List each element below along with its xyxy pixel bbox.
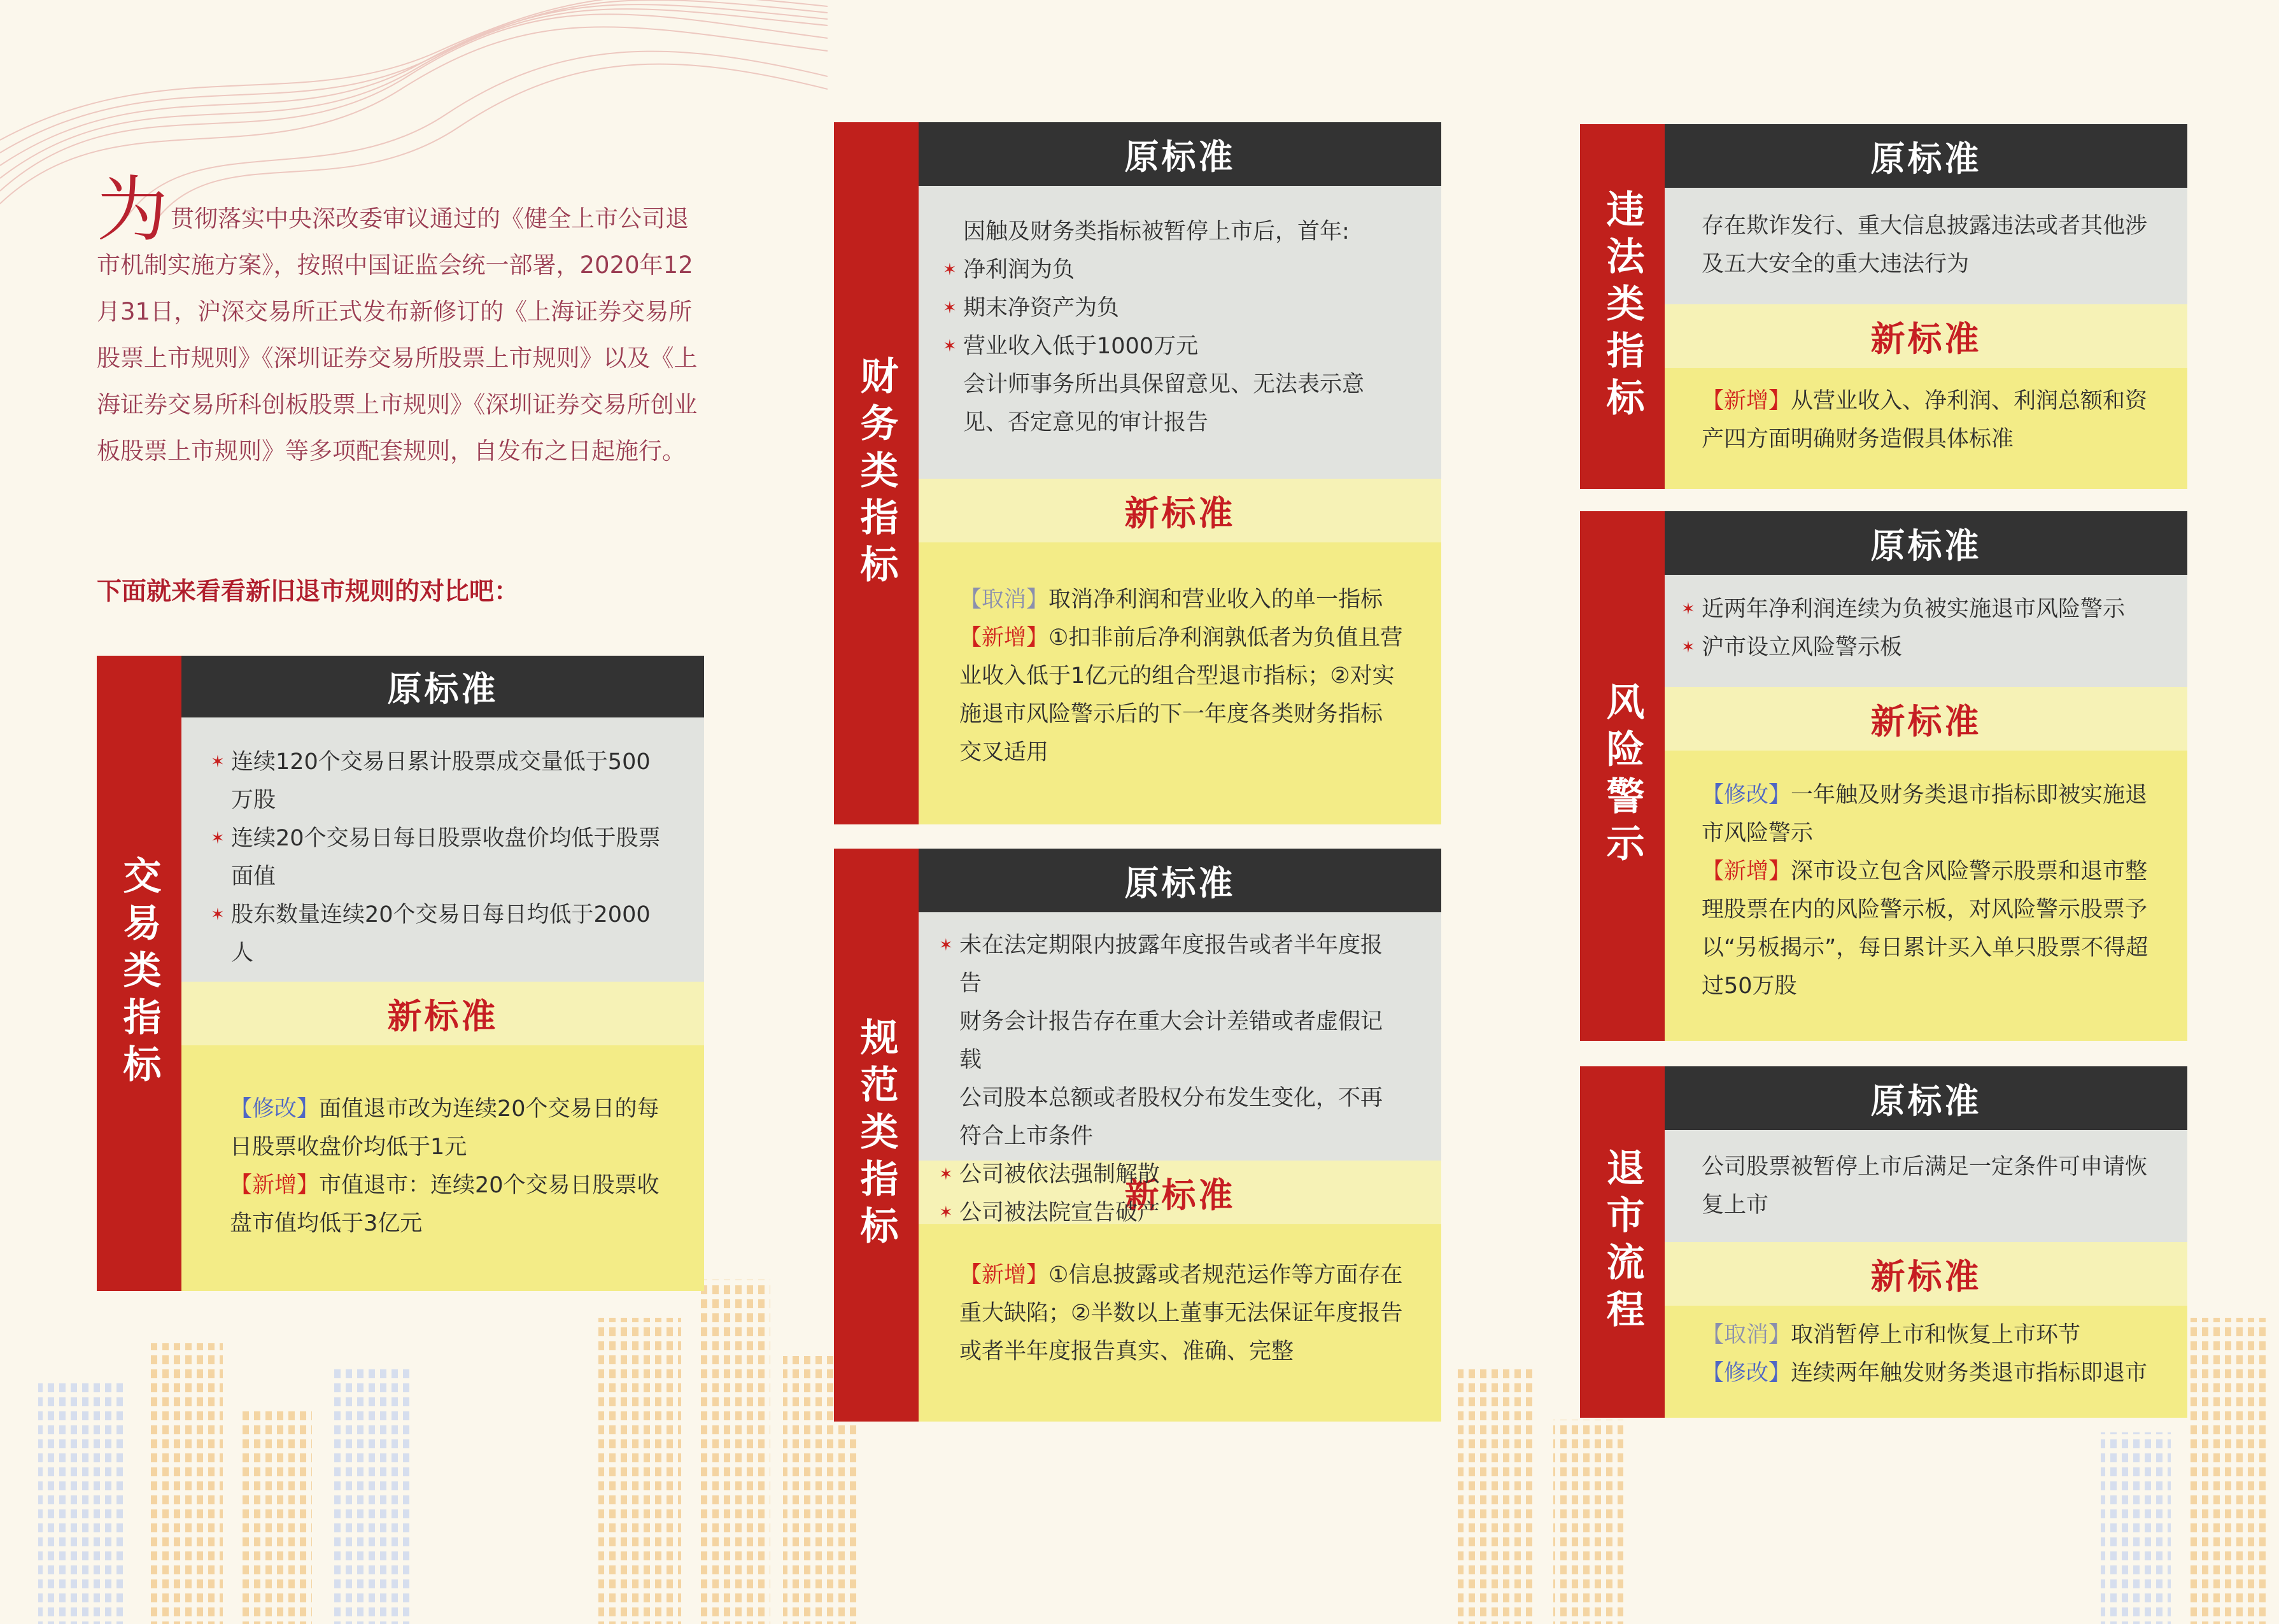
list-item: 【取消】取消暂停上市和恢复上市环节 — [1702, 1322, 2081, 1348]
card-illegal-title: 违法类指标 — [1600, 188, 1645, 425]
card-financial-old-block — [919, 186, 1441, 479]
list-item: 公司股本总额或者股权分布发生变化，不再符合上市条件 — [959, 1085, 1383, 1149]
card-trading-old-header: 原标准 — [181, 656, 704, 717]
card-process-side — [1580, 1066, 1665, 1418]
star-bullet-icon: ✶ — [939, 1203, 953, 1222]
list-item: 【新增】从营业收入、净利润、利润总额和资产四方面明确财务造假具体标准 — [1702, 388, 2148, 452]
card-risk-title: 风险警示 — [1600, 682, 1645, 870]
list-item: 【修改】面值退市改为连续20个交易日的每日股票收盘价均低于1元 — [230, 1096, 660, 1160]
list-item: ✶ 公司被依法强制解散 — [939, 1155, 1403, 1194]
list-item: ✶ 近两年净利润连续为负被实施退市风险警示 — [1681, 590, 2149, 628]
card-process-old-header: 原标准 — [1665, 1066, 2187, 1130]
list-item: 【新增】①扣非前后净利润孰低者为负值且营业收入低于1亿元的组合型退市指标；②对实施退市风险警示后的下一年度各类财务指标交叉适用 — [959, 625, 1403, 765]
card-risk — [1580, 511, 2187, 1041]
card-process-new-block — [1665, 1306, 2187, 1418]
card-risk-new-block — [1665, 751, 2187, 1041]
list-item: ✶ 股东数量连续20个交易日每日均低于2000人 — [211, 896, 668, 972]
card-financial-old-header: 原标准 — [919, 122, 1441, 186]
list-item: ✶ 净利润为负 — [943, 251, 1403, 289]
card-trading — [97, 656, 704, 1291]
card-standard — [834, 849, 1441, 1422]
card-trading-title: 交易类指标 — [116, 856, 162, 1091]
card-illegal-new-block — [1665, 368, 2187, 489]
list-item: ✶ 未在法定期限内披露年度报告或者半年度报告 — [939, 926, 1403, 1003]
card-standard-new-block — [919, 1224, 1441, 1422]
card-financial-side — [834, 122, 919, 824]
intro-subhead: 下面就来看看新旧退市规则的对比吧： — [97, 577, 519, 606]
intro-text: 贯彻落实中央深改委审议通过的《健全上市公司退市机制实施方案》，按照中国证监会统一部署，2020年12月31日，沪深交易所正式发布新修订的《上海证券交易所股票上市规则》《深圳证券交易所股票上市规则》以及《上海证券交易所科创板股票上市规则》《深圳证券交易所创业板股票上市规则》等多项配套规则，自发布之日起施行。 — [97, 205, 698, 465]
list-item: ✶ 营业收入低于1000万元 — [943, 327, 1403, 365]
card-standard-title: 规范类指标 — [854, 1017, 899, 1253]
list-item: ✶ 期末净资产为负 — [943, 289, 1403, 327]
card-financial-new-header: 新标准 — [919, 479, 1441, 542]
card-trading-new-header: 新标准 — [181, 982, 704, 1045]
card-standard-side — [834, 849, 919, 1422]
card-illegal — [1580, 124, 2187, 489]
list-item: 【修改】一年触及财务类退市指标即被实施退市风险警示 — [1702, 782, 2148, 846]
list-item: ✶ 连续120个交易日累计股票成交量低于500万股 — [211, 743, 668, 819]
card-process-old-block — [1665, 1130, 2187, 1242]
star-bullet-icon: ✶ — [1681, 638, 1695, 657]
card-trading-side — [97, 656, 181, 1291]
star-bullet-icon: ✶ — [1681, 600, 1695, 619]
list-item: ✶ 公司被法院宣告破产 — [939, 1194, 1403, 1232]
card-financial — [834, 122, 1441, 824]
card-risk-old-header: 原标准 — [1665, 511, 2187, 575]
card-trading-new-block — [181, 1045, 704, 1291]
list-item: 财务会计报告存在重大会计差错或者虚假记载 — [959, 1009, 1383, 1073]
card-illegal-old-header: 原标准 — [1665, 124, 2187, 188]
list-item: ✶ 连续20个交易日每日股票收盘价均低于股票面值 — [211, 819, 668, 896]
card-risk-old-block — [1665, 575, 2187, 687]
list-item: 公司股票被暂停上市后满足一定条件可申请恢复上市 — [1702, 1154, 2148, 1218]
card-financial-title: 财务类指标 — [854, 355, 899, 591]
card-standard-old-header: 原标准 — [919, 849, 1441, 912]
star-bullet-icon: ✶ — [211, 752, 225, 772]
star-bullet-icon: ✶ — [939, 936, 953, 955]
card-illegal-new-header: 新标准 — [1665, 304, 2187, 368]
list-item: 【新增】深市设立包含风险警示股票和退市整理股票在内的风险警示板，对风险警示股票予以“另板揭示”，每日累计买入单只股票不得超过50万股 — [1702, 859, 2148, 999]
card-process — [1580, 1066, 2187, 1418]
card-financial-new-block — [919, 542, 1441, 824]
list-item: 【新增】市值退市：连续20个交易日股票收盘市值均低于3亿元 — [230, 1173, 660, 1236]
card-process-title: 退市流程 — [1600, 1148, 1645, 1336]
intro-drop-cap: 为 — [97, 169, 168, 251]
list-item: 【修改】连续两年触发财务类退市指标即退市 — [1702, 1360, 2148, 1386]
list-item: 存在欺诈发行、重大信息披露违法或者其他涉及五大安全的重大违法行为 — [1702, 213, 2148, 277]
card-financial-old-intro: 因触及财务类指标被暂停上市后，首年: — [963, 219, 1350, 244]
intro-paragraph — [97, 169, 708, 474]
card-risk-new-header: 新标准 — [1665, 687, 2187, 751]
card-risk-side — [1580, 511, 1665, 1041]
list-item: 【新增】①信息披露或者规范运作等方面存在重大缺陷；②半数以上董事无法保证年度报告或者半年度报告真实、准确、完整 — [959, 1262, 1403, 1364]
star-bullet-icon: ✶ — [943, 299, 957, 318]
star-bullet-icon: ✶ — [939, 1165, 953, 1184]
card-financial-old-tail: 会计师事务所出具保留意见、无法表示意见、否定意见的审计报告 — [963, 372, 1365, 435]
list-item: 【取消】取消净利润和营业收入的单一指标 — [959, 587, 1383, 612]
card-illegal-old-block — [1665, 188, 2187, 304]
star-bullet-icon: ✶ — [211, 829, 225, 848]
card-illegal-side — [1580, 124, 1665, 489]
card-process-new-header: 新标准 — [1665, 1242, 2187, 1306]
star-bullet-icon: ✶ — [943, 260, 957, 279]
star-bullet-icon: ✶ — [211, 905, 225, 924]
card-standard-new-header: 新标准 — [919, 1161, 1441, 1224]
card-trading-old-block — [181, 717, 704, 982]
list-item: ✶ 沪市设立风险警示板 — [1681, 628, 2149, 667]
star-bullet-icon: ✶ — [943, 337, 957, 356]
